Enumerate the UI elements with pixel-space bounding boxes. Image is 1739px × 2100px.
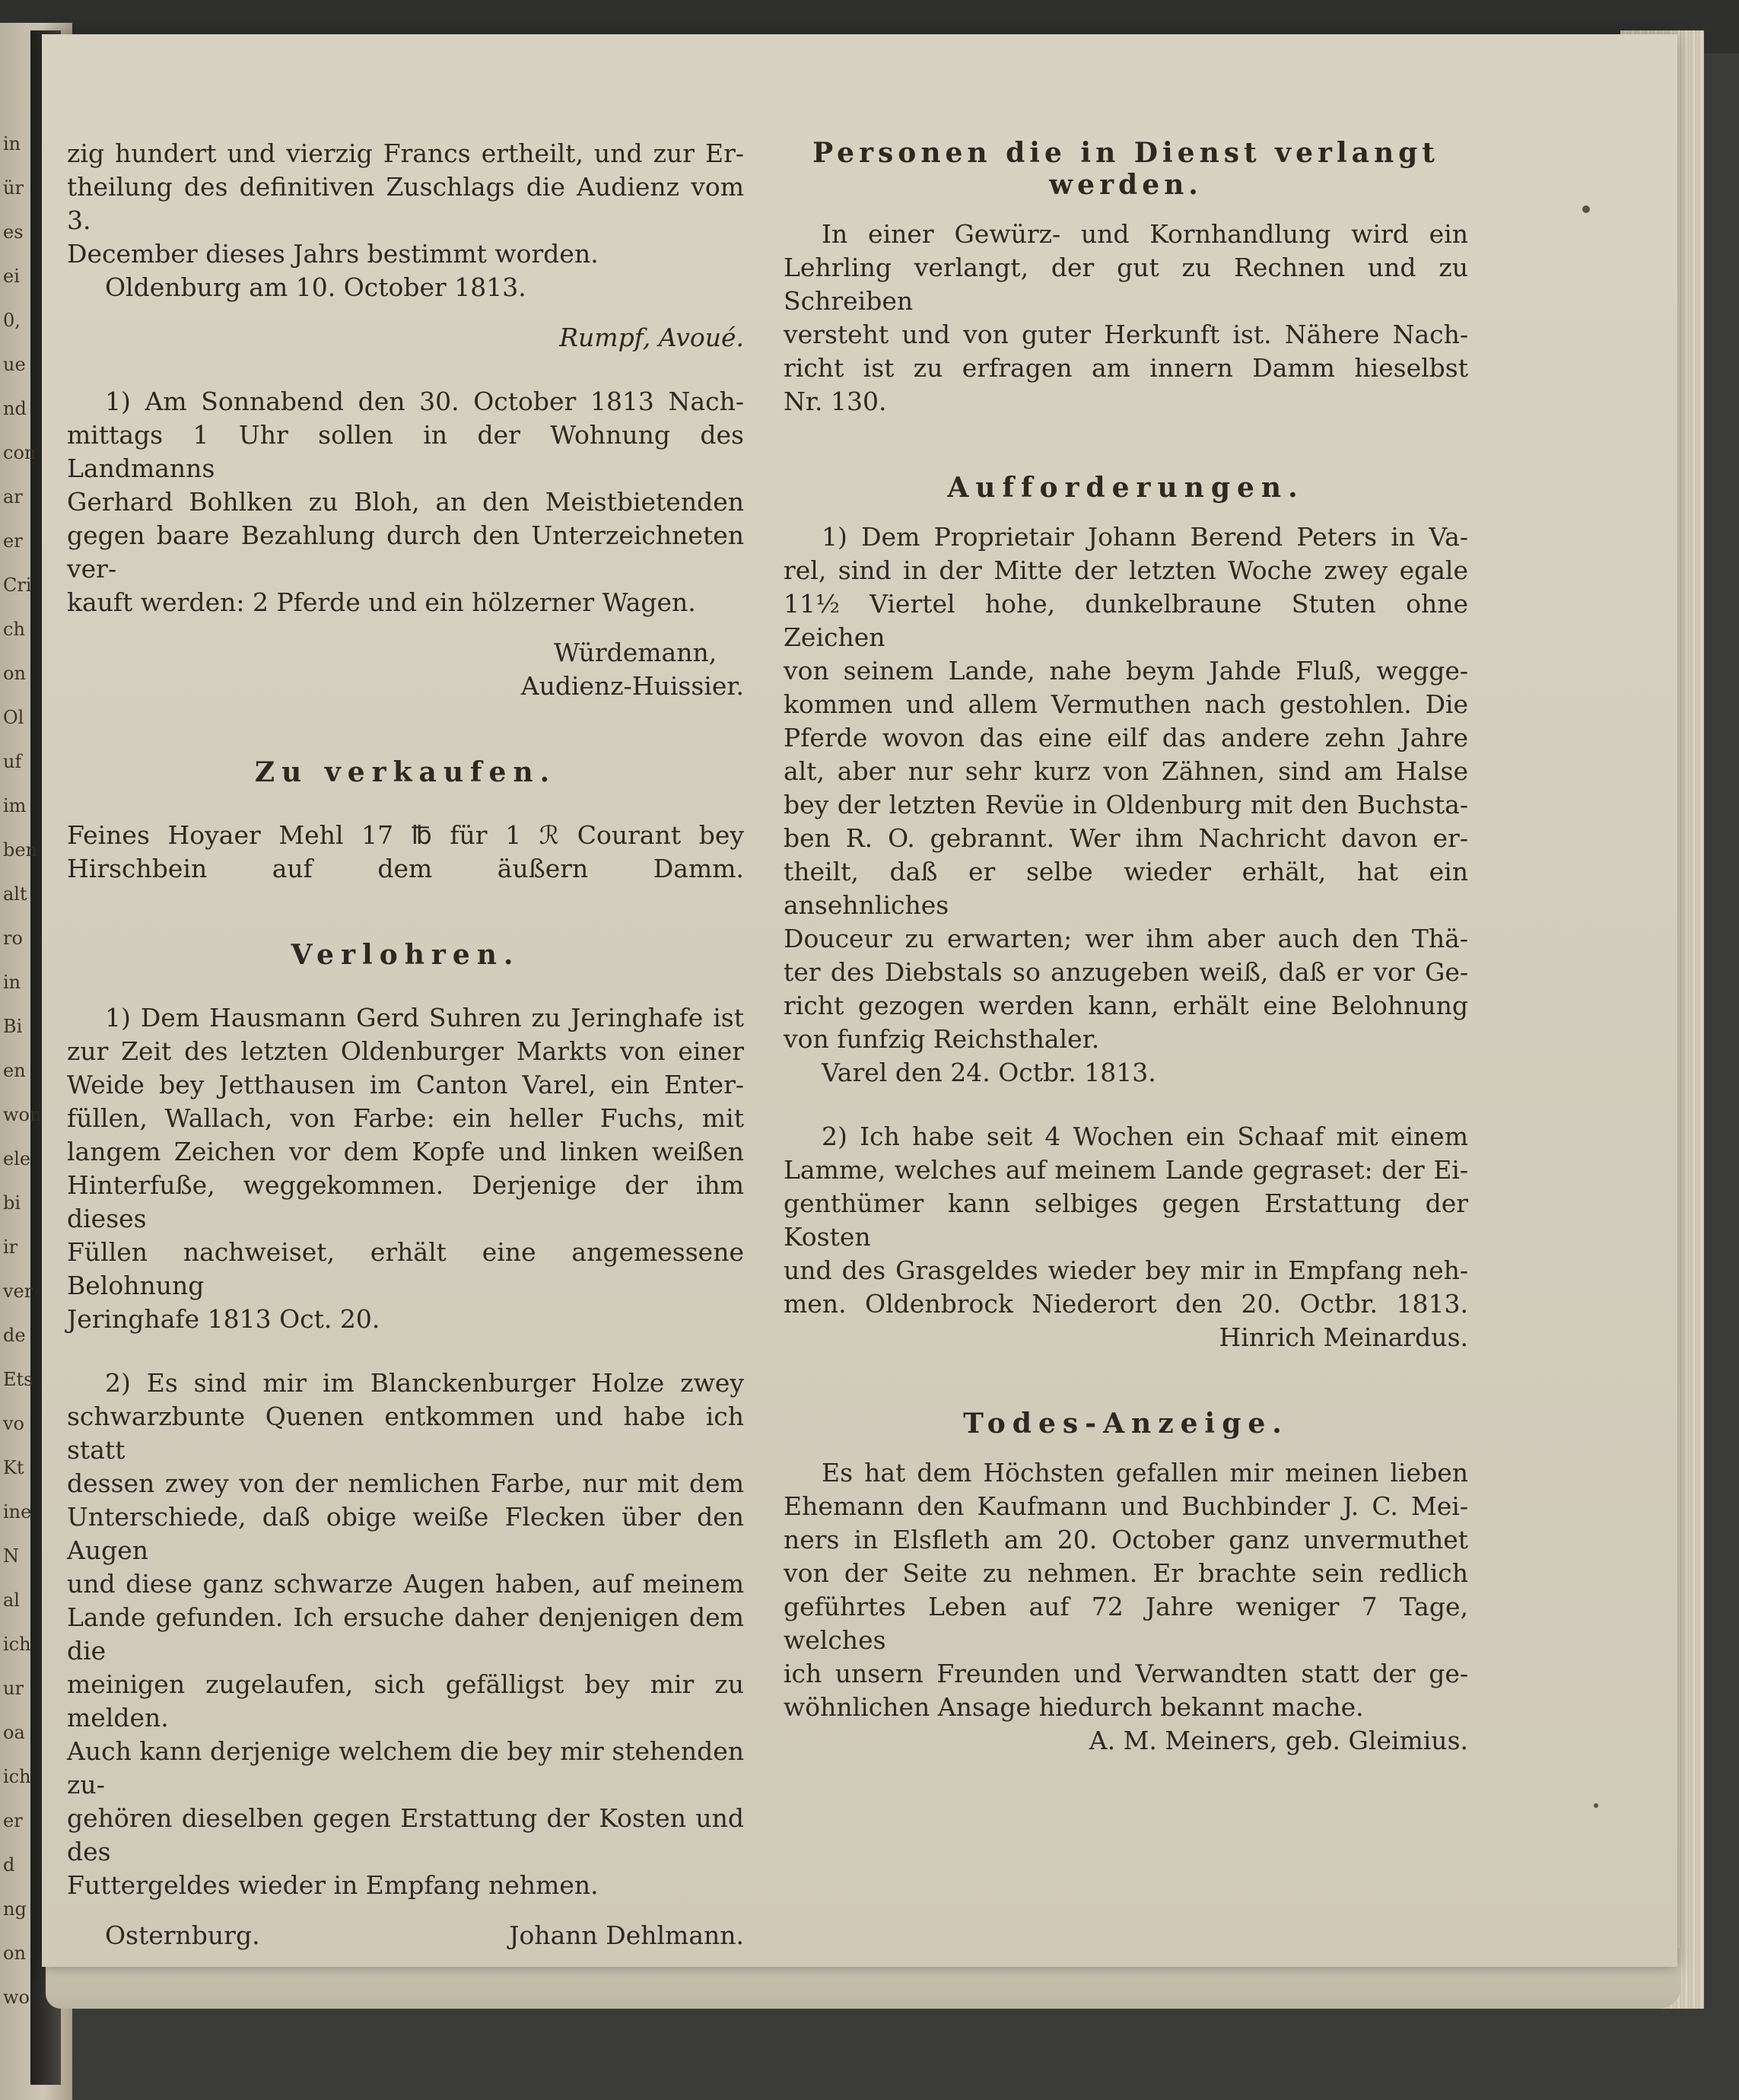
margin-fragment: 0, [3, 310, 21, 331]
margin-fragment: ue [3, 354, 26, 375]
margin-fragment: ver [3, 1281, 33, 1302]
text-line: und diese ganz schwarze Augen haben, auf meinem [67, 1569, 744, 1599]
margin-fragment: nd [3, 398, 27, 419]
request-1-text [784, 520, 1468, 1023]
text-line: Douceur zu erwarten; wer ihm aber auch den Thä- [784, 924, 1468, 953]
margin-fragment: in [3, 133, 21, 154]
text-line: gehören dieselben gegen Erstattung der Kosten und des [67, 1803, 744, 1866]
margin-fragment: wo [3, 1987, 30, 2008]
margin-fragment: ur [3, 1678, 24, 1699]
text-line: Hinterfuße, weggekommen. Derjenige der ihm dieses [67, 1170, 744, 1233]
text-line: ich unsern Freunden und Verwandten statt der ge- [784, 1659, 1468, 1688]
margin-fragment: en [3, 1060, 26, 1081]
text-line: ter des Diebstals so anzugeben weiß, daß er vor Ge- [784, 957, 1468, 987]
margin-fragment: im [3, 795, 27, 816]
text-line: Lamme, welches auf meinem Lande gegraset: der Ei- [784, 1155, 1468, 1185]
text-line: gegen baare Bezahlung durch den Unterzeichneten ver- [67, 520, 744, 584]
text-line: theilt, daß er selbe wieder erhält, hat ein ansehnliches [784, 857, 1468, 920]
service-notice [784, 218, 1468, 418]
margin-fragment: in [3, 972, 21, 993]
text-line: bey der letzten Revüe in Oldenburg mit den Buchsta- [784, 790, 1468, 819]
margin-fragment: alt [3, 883, 27, 905]
text-line: wöhnlichen Ansage hiedurch bekannt mache. [784, 1692, 1364, 1722]
text-line: Gerhard Bohlken zu Bloh, an den Meistbietenden [67, 487, 744, 517]
auction-notice [67, 137, 744, 355]
heading-requests: Aufforderungen. [947, 472, 1305, 504]
text-line: 2) Ich habe seit 4 Wochen ein Schaaf mit einem [822, 1122, 1468, 1151]
margin-fragment: ar [3, 486, 23, 508]
request-1-date: Varel den 24. Octbr. 1813. [822, 1058, 1156, 1087]
text-line: Hirschbein auf dem äußern Damm. [67, 854, 744, 883]
margin-fragment: on [3, 1943, 26, 1964]
lost-notice-1 [67, 1001, 744, 1336]
text-line: 1) Dem Hausmann Gerd Suhren zu Jeringhafe ist [105, 1003, 744, 1032]
lost-notice-2 [67, 1367, 744, 1952]
heading-lost: Verlohren. [291, 939, 520, 971]
text-line: genthümer kann selbiges gegen Erstattung der Kosten [784, 1188, 1468, 1252]
text-line: zur Zeit des letzten Oldenburger Markts von einer [67, 1036, 744, 1066]
margin-fragment: ine [3, 1501, 32, 1522]
request-2-text [784, 1120, 1468, 1321]
sale-signature-title: Audienz-Huissier. [520, 671, 744, 701]
text-line: dessen zwey von der nemlichen Farbe, nur mit dem [67, 1468, 744, 1498]
text-line: von der Seite zu nehmen. Er brachte sein redlich [784, 1558, 1468, 1588]
text-line: zig hundert und vierzig Francs ertheilt, und zur Er- [67, 138, 744, 168]
auction-text [67, 137, 744, 271]
request-2-signature: Hinrich Meinardus. [1219, 1322, 1468, 1352]
service-text [784, 218, 1468, 385]
margin-fragment: ele [3, 1148, 31, 1169]
text-line: richt gezogen werden kann, erhält eine Belohnung [784, 991, 1468, 1020]
margin-fragment: ng [3, 1898, 27, 1920]
text-line: Es hat dem Höchsten gefallen mir meinen lieben [822, 1458, 1468, 1488]
text-line: Futtergeldes wieder in Empfang nehmen. [67, 1870, 599, 1900]
text-line: 1) Am Sonnabend den 30. October 1813 Nach- [105, 387, 744, 416]
right-column [784, 137, 1468, 1758]
sale-signature-name: Würdemann, [554, 638, 717, 667]
margin-fragment: uf [3, 751, 22, 772]
text-line: geführtes Leben auf 72 Jahre weniger 7 Tage, welches [784, 1592, 1468, 1655]
text-line: und des Grasgeldes wieder bey mir in Empfang neh- [784, 1255, 1468, 1285]
text-line: kauft werden: 2 Pferde und ein hölzerner Wagen. [67, 587, 696, 617]
sale-notice [67, 385, 744, 703]
text-line: Ehemann den Kaufmann und Buchbinder J. C. Mei- [784, 1491, 1468, 1521]
margin-fragment: ir [3, 1236, 18, 1258]
margin-fragment: ür [3, 177, 24, 199]
margin-fragment: de [3, 1325, 26, 1346]
heading-for-sale: Zu verkaufen. [254, 756, 557, 788]
margin-fragment: ro [3, 928, 23, 949]
auction-date: Oldenburg am 10. October 1813. [105, 272, 526, 302]
text-line: Lehrling verlangt, der gut zu Rechnen und zu Schreiben [784, 253, 1468, 316]
margin-fragment: Bi [3, 1016, 23, 1037]
text-line: 1) Dem Proprietair Johann Berend Peters in Va- [822, 522, 1468, 552]
text-line: schwarzbunte Quenen entkommen und habe ich statt [67, 1402, 744, 1465]
heading-death-notice: Todes-Anzeige. [963, 1408, 1289, 1440]
text-line: Auch kann derjenige welchem die bey mir stehenden zu- [67, 1736, 744, 1799]
margin-fragment: d [3, 1854, 15, 1876]
text-line: men. Oldenbrock Niederort den 20. Octbr. 1813. [784, 1289, 1468, 1319]
lost-notice-2-text [67, 1367, 744, 1902]
text-line: meinigen zugelaufen, sich gefälligst bey mir zu melden. [67, 1669, 744, 1732]
margin-fragment: er [3, 1810, 23, 1831]
margin-fragment: won [3, 1104, 42, 1125]
margin-fragment: Kt [3, 1457, 24, 1478]
margin-fragment: con [3, 442, 37, 463]
request-notice-2 [784, 1120, 1468, 1354]
text-line: Feines Hoyaer Mehl 17 ℔ für 1 ℛ Courant bey [67, 820, 744, 850]
margin-fragment: Cri [3, 574, 32, 596]
margin-fragment: ei [3, 266, 20, 287]
text-line: kommen und allem Vermuthen nach gestohlen. Die [784, 689, 1468, 719]
margin-fragment: al [3, 1589, 20, 1611]
left-column [67, 137, 744, 1952]
lost-notice-2-place: Osternburg. [105, 1920, 260, 1950]
text-line: theilung des definitiven Zuschlags die Audienz vom 3. [67, 172, 744, 235]
text-line: richt ist zu erfragen am innern Damm hieselbst [784, 353, 1468, 383]
death-notice-signature: A. M. Meiners, geb. Gleimius. [1089, 1726, 1468, 1755]
text-line: füllen, Wallach, von Farbe: ein heller Fuchs, mit [67, 1103, 744, 1133]
heading-wanted-service: Personen die in Dienst verlangt werden. [812, 137, 1439, 201]
text-line: langem Zeichen vor dem Kopfe und linken weißen [67, 1137, 744, 1166]
margin-fragment: ch [3, 619, 25, 640]
margin-fragment: es [3, 221, 24, 243]
text-line: 11½ Viertel hohe, dunkelbraune Stuten ohne Zeichen [784, 589, 1468, 652]
text-line: Weide bey Jetthausen im Canton Varel, ein Enter- [67, 1070, 744, 1099]
margin-fragment: oa [3, 1722, 25, 1743]
flour-notice [67, 819, 744, 886]
paper-speck [1594, 1803, 1598, 1808]
margin-fragment: er [3, 530, 23, 552]
text-line: rel, sind in der Mitte der letzten Woche zwey egale [784, 555, 1468, 585]
text-line: ners in Elsfleth am 20. October ganz unvermuthet [784, 1525, 1468, 1554]
text-line: Füllen nachweiset, erhält eine angemessene Belohnung [67, 1237, 744, 1300]
margin-fragment: N [3, 1545, 19, 1567]
death-notice-text [784, 1456, 1468, 1724]
margin-fragment: Ol [3, 707, 24, 728]
lost-notice-1-date: Jeringhafe 1813 Oct. 20. [67, 1304, 380, 1334]
lost-notice-1-text [67, 1001, 744, 1303]
text-line: Pferde wovon das eine eilf das andere zehn Jahre [784, 723, 1468, 752]
text-line: 2) Es sind mir im Blanckenburger Holze zwey [105, 1368, 744, 1398]
margin-fragment: Ets [3, 1369, 33, 1390]
paper-speck [1582, 205, 1590, 213]
margin-fragment: ich [3, 1634, 31, 1655]
request-1-last-line: von funfzig Reichsthaler. [784, 1024, 1100, 1054]
text-line: Lande gefunden. Ich ersuche daher denjenigen dem die [67, 1602, 744, 1666]
text-line: versteht und von guter Herkunft ist. Nähere Nach- [784, 320, 1468, 349]
margin-fragment: vo [3, 1413, 25, 1434]
request-notice-1 [784, 520, 1468, 1090]
margin-fragment: on [3, 663, 26, 684]
service-address: Nr. 130. [784, 387, 887, 416]
margin-fragment: bi [3, 1192, 21, 1214]
margin-fragment: ben [3, 839, 38, 861]
text-line: mittags 1 Uhr sollen in der Wohnung des Landmanns [67, 420, 744, 483]
death-notice [784, 1456, 1468, 1758]
sale-text [67, 385, 744, 619]
auction-signature: Rumpf, Avoué. [559, 323, 744, 352]
text-line: alt, aber nur sehr kurz von Zähnen, sind am Halse [784, 756, 1468, 786]
text-line: Unterschiede, daß obige weiße Flecken über den Augen [67, 1502, 744, 1565]
text-line: In einer Gewürz- und Kornhandlung wird ein [822, 219, 1468, 249]
text-line: ben R. O. gebrannt. Wer ihm Nachricht davon er- [784, 823, 1468, 853]
lost-notice-2-signature: Johann Dehlmann. [509, 1920, 744, 1950]
text-line: von seinem Lande, nahe beym Jahde Fluß, wegge- [784, 656, 1468, 686]
margin-fragment: ich [3, 1766, 31, 1787]
text-line: December dieses Jahrs bestimmt worden. [67, 239, 599, 269]
